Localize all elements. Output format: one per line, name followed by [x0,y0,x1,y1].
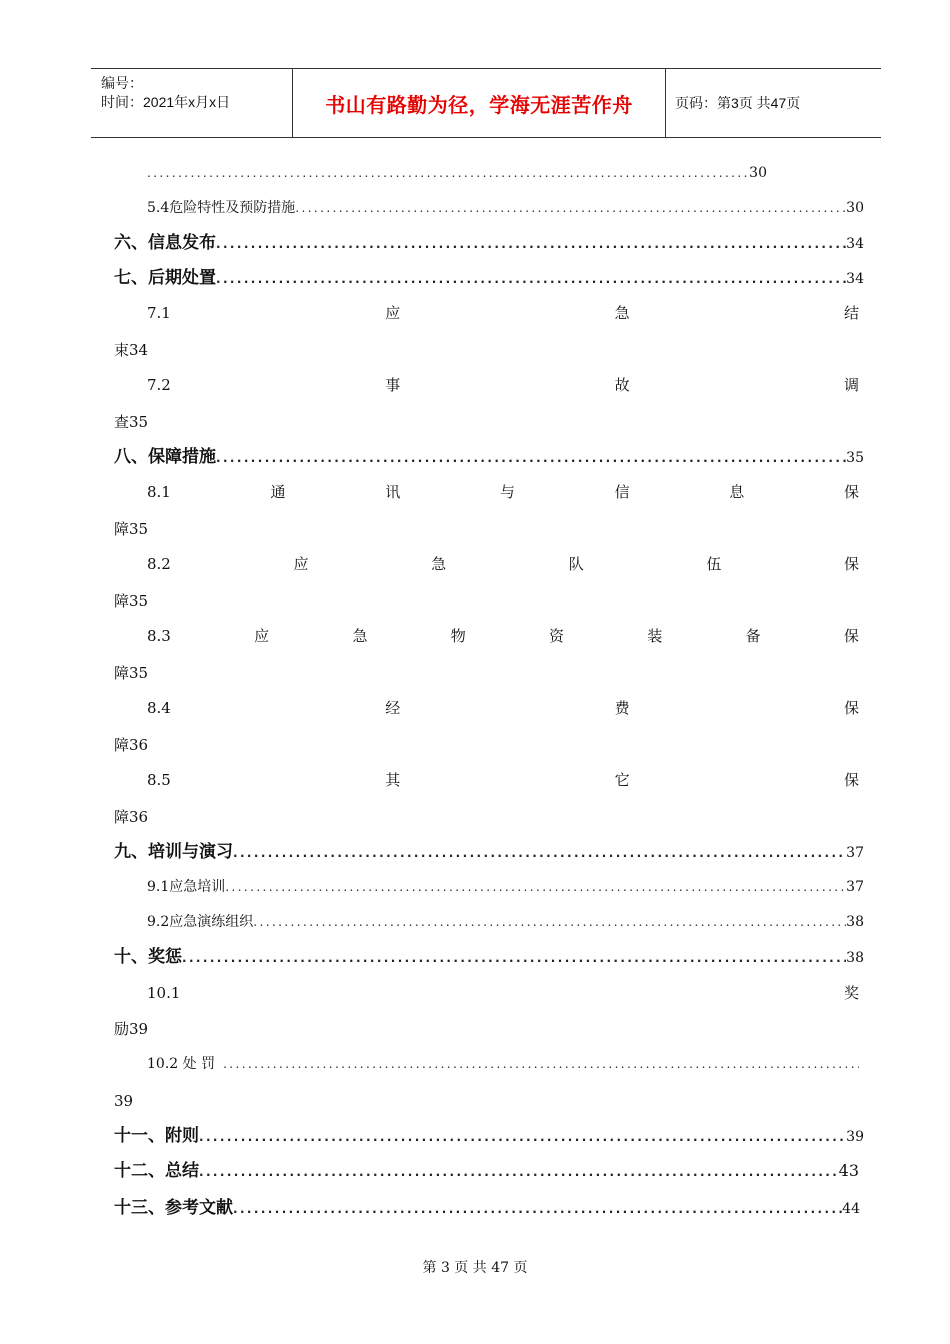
toc-entry-char: 励 [114,1020,130,1038]
toc-heading-label: 七、后期处置 [114,268,216,288]
toc-entry-char: 资 [549,627,565,645]
toc-entry-number: 7.1 [147,304,171,322]
toc-entry-char: 物 [450,627,466,645]
toc-heading-label: 九、培训与演习 [114,842,233,862]
leader-dots [199,1125,846,1148]
toc-entry-8-5[interactable] [147,768,859,792]
toc-entry-char: 其 [385,771,401,789]
leader-dots [199,1160,839,1183]
toc-entry-char: 讯 [385,483,401,501]
toc-entry-char: 保 [843,699,859,717]
leader-dots [182,946,846,969]
toc-entry-number: 8.3 [147,627,171,645]
toc-entry-char: 急 [431,555,447,573]
toc-page-number: 30 [846,200,864,216]
toc-entry-char: 装 [647,627,663,645]
leader-dots [216,446,846,469]
toc-entry-8-3-continued[interactable] [114,661,686,685]
toc-entry-char: 通 [270,483,286,501]
toc-entry-5-4[interactable] [147,196,864,220]
toc-entry-8-1[interactable] [147,480,859,504]
toc-entry-label: 5.4危险特性及预防措施 [147,200,296,216]
toc-entry-8-4-continued[interactable] [114,733,751,757]
toc-entry-char: 伍 [706,555,722,573]
leader-dots [233,841,846,864]
toc-entry-9-2[interactable] [147,910,864,934]
toc-entry-char: 急 [614,304,630,322]
toc-page-number: 34 [846,271,864,287]
toc-page-number: 36 [129,736,149,754]
toc-page-number: 35 [129,592,149,610]
toc-entry-char: 信 [614,483,630,501]
toc-entry-char: 应 [254,627,270,645]
toc-entry-label: 9.1应急培训 [147,879,226,895]
toc-entry-char: 调 [843,376,859,394]
leader-dots [295,196,846,220]
leader-dots [216,232,846,255]
toc-entry-char: 队 [568,555,584,573]
toc-heading-label: 十一、附则 [114,1126,199,1146]
toc-entry-10-1-continued[interactable] [114,1017,776,1041]
page-footer: 第 3 页 共 47 页 [422,1260,528,1276]
toc-page-number: 37 [846,879,864,895]
toc-entry-8-2-continued[interactable] [114,589,718,613]
toc-entry-char: 经 [385,699,401,717]
toc-page-number: 39 [846,1129,864,1145]
toc-entry-number: 8.2 [147,555,171,573]
toc-heading-label: 十、奖惩 [114,947,182,967]
toc-entry-char: 息 [729,483,745,501]
toc-entry-char: 急 [352,627,368,645]
toc-entry-char: 束 [114,341,130,359]
toc-entry-7-1-continued[interactable] [114,338,751,362]
toc-entry-number: 10.1 [147,984,181,1002]
toc-heading-label: 六、信息发布 [114,233,216,253]
toc-entry-10-2[interactable] [147,1052,859,1076]
toc-heading-7[interactable] [114,266,864,290]
toc-entry-10-1[interactable] [147,981,859,1005]
toc-page-number: 35 [846,450,864,466]
toc-entry-char: 应 [385,304,401,322]
toc-entry-char: 保 [843,771,859,789]
toc-heading-6[interactable] [114,231,864,255]
toc-entry-number: 7.2 [147,376,171,394]
leader-dots [223,1052,859,1076]
toc-entry-number: 8.5 [147,771,171,789]
toc-entry-char: 查 [114,413,130,431]
toc-entry-label: 9.2应急演练组织 [147,914,254,930]
toc-entry-char: 费 [614,699,630,717]
toc-entry-char: 应 [293,555,309,573]
toc-page-number: 39 [129,1020,149,1038]
toc-page-number: 43 [838,1161,859,1180]
toc-entry-char: 奖 [843,984,859,1002]
toc-entry-number: 8.4 [147,699,171,717]
toc-entry-char: 故 [614,376,630,394]
toc-entry-label: 10.2 处 罚 [147,1056,216,1072]
leader-dots [216,267,846,290]
toc-entry-9-1[interactable] [147,875,864,899]
toc-page-number: 34 [846,236,864,252]
time-label: 时间：2021年x月x日 [101,94,231,110]
toc-page-number: 35 [129,664,149,682]
toc-entry-char: 障 [114,520,130,538]
toc-page-number: 35 [129,413,149,431]
toc-entry-char: 保 [843,555,859,573]
toc-page-number: 34 [129,341,149,359]
toc-page-number: 38 [846,950,864,966]
toc-heading-13[interactable] [114,1196,860,1220]
number-label: 编号： [101,75,143,91]
toc-entry-8-2[interactable] [147,552,859,576]
toc-entry-7-2-continued[interactable] [114,410,751,434]
toc-page-number: 30 [749,165,767,181]
toc-heading-10[interactable] [114,945,864,969]
toc-heading-9[interactable] [114,840,864,864]
leader-dots [253,910,846,934]
toc-entry-char: 它 [614,771,630,789]
toc-entry-char: 障 [114,736,130,754]
toc-entry-7-2[interactable] [147,373,859,397]
toc-entry-char: 结 [843,304,859,322]
toc-heading-11[interactable] [114,1124,864,1148]
toc-heading-label: 八、保障措施 [114,447,216,467]
toc-entry-char: 备 [745,627,761,645]
header-motto: 书山有路勤为径，学海无涯苦作舟 [325,92,633,117]
toc-page-number: 44 [842,1201,860,1217]
leader-dots [233,1197,842,1220]
toc-heading-label: 十二、总结 [114,1161,199,1181]
toc-entry-8-1-continued[interactable] [114,517,702,541]
toc-heading-8[interactable] [114,445,864,469]
toc-entry-char: 保 [843,627,859,645]
toc-entry-7-1[interactable] [147,301,859,325]
leader-dots [147,161,749,185]
toc-entry-8-4[interactable] [147,696,859,720]
toc-entry-char: 障 [114,592,130,610]
toc-page-number: 38 [846,914,864,930]
toc-entry-8-5-continued[interactable] [114,805,751,829]
toc-entry-char: 事 [385,376,401,394]
toc-page-number: 35 [129,520,149,538]
toc-entry-10-2-page[interactable]: 39 [114,1092,134,1110]
toc-entry-char: 与 [499,483,515,501]
toc-entry-8-3[interactable] [147,624,859,648]
header-page-label: 页码：第3页 共47页 [675,95,801,111]
toc-entry-char: 障 [114,808,130,826]
toc-entry-char: 障 [114,664,130,682]
toc-heading-label: 十三、参考文献 [114,1198,233,1218]
toc-page-number: 37 [846,845,864,861]
toc-page-number: 36 [129,808,149,826]
toc-entry-continued[interactable] [147,161,767,185]
toc-entry-number: 8.1 [147,483,171,501]
leader-dots [225,875,846,899]
toc-heading-12[interactable] [114,1159,859,1183]
toc-entry-char: 保 [843,483,859,501]
